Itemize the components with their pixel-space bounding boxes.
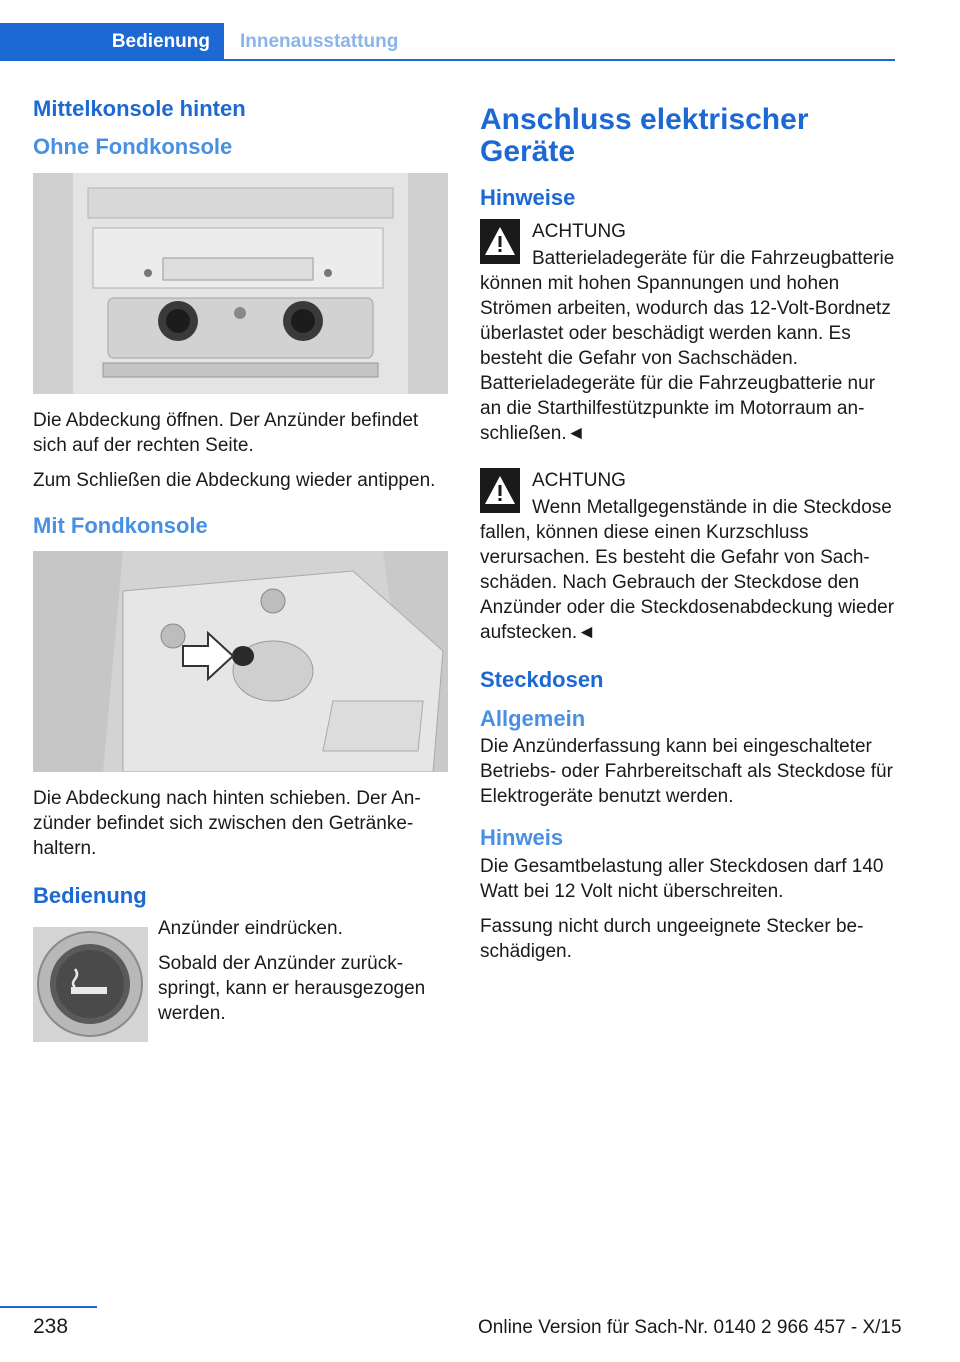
lighter-button-image xyxy=(33,927,148,1042)
warning-text-metal: Wenn Metallgegenstände in die Steckdose fallen, können diese einen Kurzschluss verursachen. Es besteht die Gefahr von Sachschäden. Nach Gebrauch der Steckdose den Anzünder oder die Steckdosenabdeckung wieder aufstecken.◄ xyxy=(480,497,895,644)
online-version-note: Online Version für Sach-Nr. 0140 2 966 457 - X/15 xyxy=(478,1317,902,1338)
subheading-mit-fondkonsole: Mit Fondkonsole xyxy=(33,512,208,538)
subheading-ohne-fondkonsole: Ohne Fondkonsole xyxy=(33,134,233,160)
paragraph-total-load: Die Gesamtbelastung aller Steckdosen darf 140 Watt bei 12 Volt nicht überschreiten. xyxy=(480,855,884,902)
left-column xyxy=(33,96,448,1036)
paragraph-press-lighter: Anzünder eindrücken. xyxy=(158,917,343,939)
warning-label: ACHTUNG xyxy=(532,221,626,243)
hinweise-heading: Hinweise xyxy=(480,185,576,210)
photo-console-with-rear xyxy=(33,551,448,772)
page-title: Anschluss elektrischer Geräte xyxy=(480,103,809,168)
warning-charger xyxy=(480,219,896,446)
bedienung-heading: Bedienung xyxy=(33,883,147,909)
photo-console-without-rear xyxy=(33,173,448,394)
page-number-rule xyxy=(0,1306,97,1308)
hinweis-heading: Hinweis xyxy=(480,825,564,851)
warning-label: ACHTUNG xyxy=(532,470,626,492)
tab-bedienung[interactable]: Bedienung xyxy=(0,23,224,61)
bedienung-block xyxy=(33,883,448,1025)
warning-text-charger: Batterieladegeräte für die Fahrzeugbatterie können mit hohen Spannungen und hohen Strömen arbeiten, wodurch das 12-Volt-Bordnetz überlastet oder beschädigt werden kann. Es besteht die Gefahr von Sachschäden. Batterieladegeräte für die Fahrzeugbatterie nur an die Starthilfestützpunkte im Motorraum anschließen.◄ xyxy=(480,248,895,445)
paragraph-open-cover: Die Abdeckung öffnen. Der Anzünder befindet sich auf der rechten Seite. xyxy=(33,409,419,456)
section-title: Mittelkonsole hinten xyxy=(33,96,246,121)
bedienung-text xyxy=(158,916,448,1026)
steckdosen-heading: Steckdosen xyxy=(480,667,604,693)
right-column xyxy=(480,96,896,974)
warning-icon xyxy=(480,468,520,513)
paragraph-allgemein: Die Anzünderfassung kann bei eingeschalteter Betriebs- oder Fahrbereitschaft als Steckdose für Elektrogeräte benutzt werden. xyxy=(480,736,893,808)
paragraph-slide-cover: Die Abdeckung nach hinten schieben. Der Anzünder befindet sich zwischen den Getränkehaltern. xyxy=(33,788,421,860)
allgemein-heading: Allgemein xyxy=(480,705,586,731)
warning-metal-objects xyxy=(480,468,896,645)
paragraph-pull-lighter: Sobald der Anzünder zurückspringt, kann er herausgezogen werden. xyxy=(158,952,426,1024)
paragraph-unsuitable-plugs: Fassung nicht durch ungeeignete Stecker beschädigen. xyxy=(480,915,864,962)
page-number: 238 xyxy=(33,1315,69,1338)
header-rule xyxy=(224,59,895,61)
paragraph-close-cover: Zum Schließen die Abdeckung wieder antippen. xyxy=(33,469,436,491)
warning-icon xyxy=(480,219,520,264)
tab-innenausstattung[interactable]: Innenausstattung xyxy=(240,31,399,52)
header-tabs xyxy=(0,23,895,61)
